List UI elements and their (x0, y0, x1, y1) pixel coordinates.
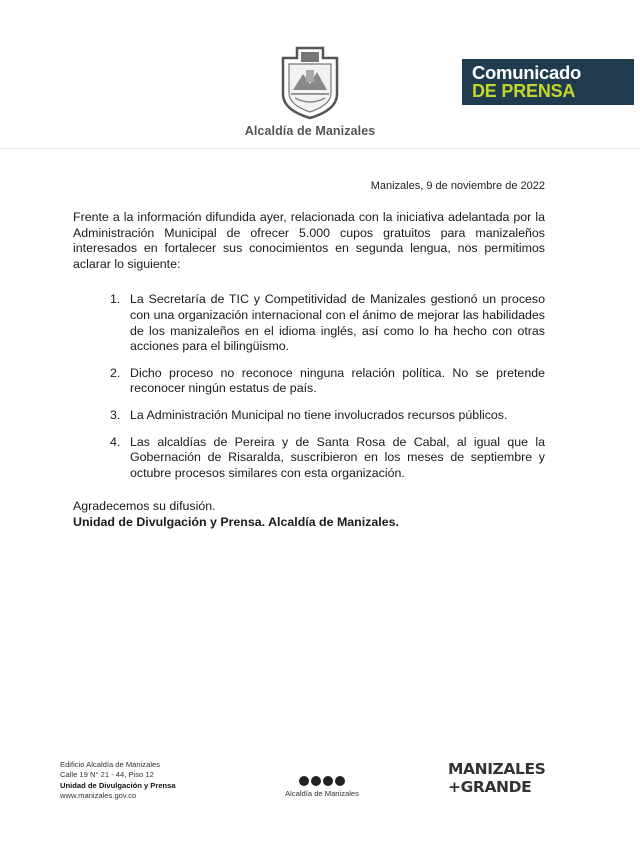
footer-website[interactable]: www.manizales.gov.co (60, 790, 137, 800)
list-item-number: 2. (110, 365, 121, 380)
header-divider (0, 148, 640, 149)
list-item-text: Dicho proceso no reconoce ninguna relación política. No se pretende reconocer ningún estatus de país. (130, 365, 545, 396)
brand-line2: +GRANDE (448, 778, 532, 796)
closing-text: Agradecemos su difusión. (73, 499, 216, 514)
list-item (73, 408, 545, 424)
press-release-badge (462, 59, 634, 105)
list-item (73, 366, 545, 397)
facebook-icon[interactable] (299, 776, 309, 786)
list-item-number: 1. (110, 292, 121, 307)
list-item-text: La Administración Municipal no tiene involucrados recursos públicos. (130, 407, 508, 422)
clarifications-list (73, 292, 545, 481)
instagram-icon[interactable] (311, 776, 321, 786)
coat-of-arms-icon (279, 44, 341, 120)
document-date: Manizales, 9 de noviembre de 2022 (370, 180, 545, 192)
social-label: Alcaldía de Manizales (285, 789, 359, 798)
intro-paragraph: Frente a la información difundida ayer, relacionada con la iniciativa adelantada por la Administración Municipal de ofrecer 5.000 cupos gratuitos para manizaleños interesados en fortalecer sus conocimientos en segunda lengua, nos permitimos aclarar lo siguiente: (73, 210, 545, 271)
list-item (73, 292, 545, 354)
address-line: Calle 19 N° 21 - 44, Piso 12 (60, 770, 154, 780)
list-item-text: Las alcaldías de Pereira y de Santa Rosa de Cabal, al igual que la Gobernación de Risaralda, suscribieron en los meses de septiembre y octubre procesos similares con esta organización. (130, 434, 545, 480)
list-item-number: 3. (110, 407, 121, 422)
list-item-number: 4. (110, 434, 121, 449)
document-body (73, 210, 545, 531)
logo-text: Alcaldía de Manizales (244, 124, 376, 138)
youtube-icon[interactable] (335, 776, 345, 786)
badge-line1: Comunicado (472, 62, 582, 83)
brand-logo (448, 760, 546, 796)
list-item-text: La Secretaría de TIC y Competitividad de Manizales gestionó un proceso con una organización internacional con el ánimo de mejorar las habilidades de los manizaleños en el idioma inglés, así como lo ha hecho con otras acciones para el bilingüismo. (130, 292, 545, 354)
footer-social (262, 776, 382, 798)
page-header (0, 0, 640, 150)
address-line: Edificio Alcaldía de Manizales (60, 760, 161, 769)
list-item (73, 435, 545, 482)
social-icons (262, 776, 382, 786)
brand-line1: MANIZALES (448, 760, 546, 778)
badge-line2: DE PRENSA (472, 81, 576, 101)
signature: Unidad de Divulgación y Prensa. Alcaldía de Manizales. (73, 514, 399, 529)
alcaldia-logo (230, 44, 390, 138)
twitter-icon[interactable] (323, 776, 333, 786)
footer-unit: Unidad de Divulgación y Prensa (60, 780, 176, 790)
footer-address (60, 760, 176, 801)
